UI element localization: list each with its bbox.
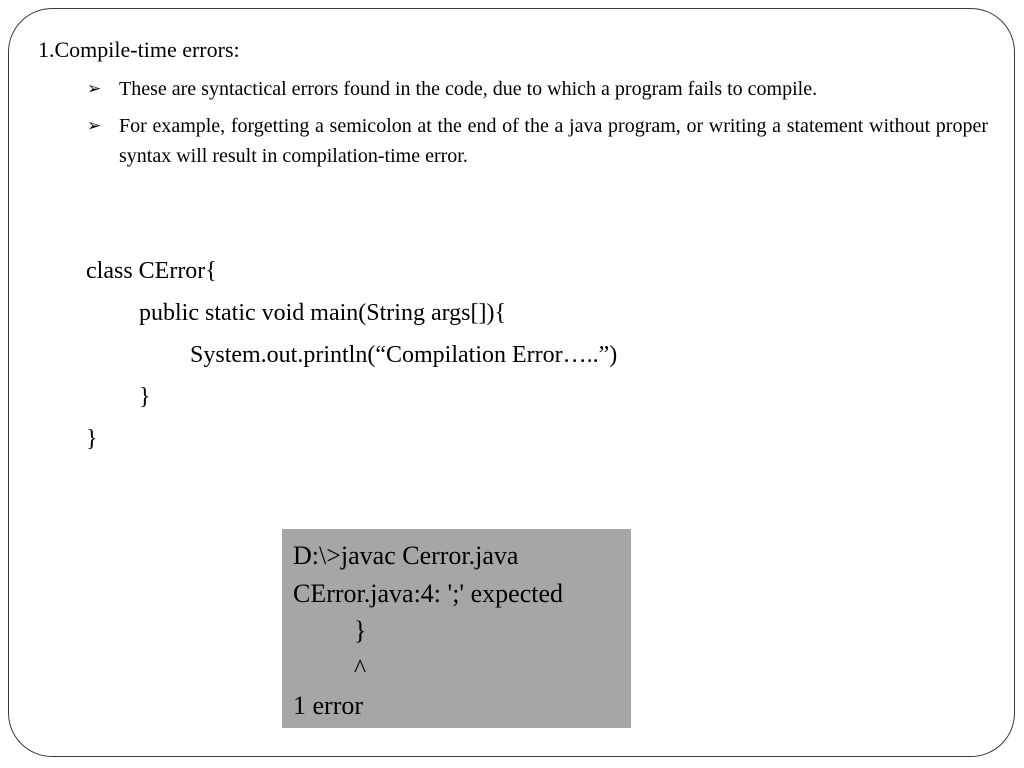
- code-line-main-method: public static void main(String args[]){: [139, 300, 507, 326]
- code-line-class-close: }: [86, 426, 98, 452]
- bullet-list: [86, 74, 988, 178]
- terminal-error-caret: ^: [354, 653, 367, 683]
- bullet-text: These are syntactical errors found in the code, due to which a program fails to compile.: [119, 78, 818, 100]
- section-heading: 1.Compile-time errors:: [38, 37, 240, 62]
- code-line-method-close: }: [139, 384, 151, 410]
- compiler-output-box: [282, 529, 631, 728]
- arrow-bullet-icon: ➢: [87, 79, 102, 98]
- terminal-error-source: }: [354, 616, 367, 645]
- bullet-item-example: [86, 111, 988, 171]
- bullet-item-syntax-errors: [86, 74, 988, 104]
- arrow-bullet-icon: ➢: [87, 116, 102, 135]
- code-line-println: System.out.println(“Compilation Error…..”): [190, 342, 618, 368]
- bullet-text: For example, forgetting a semicolon at the end of the a java program, or writing a statement without proper syntax will result in compilation-time error.: [119, 115, 988, 167]
- code-line-class-declaration: class CError{: [86, 258, 217, 284]
- terminal-error-count: 1 error: [293, 691, 364, 720]
- terminal-error-message: CError.java:4: ';' expected: [293, 578, 563, 608]
- terminal-command-line: D:\>javac Cerror.java: [293, 541, 519, 570]
- code-example: [86, 250, 617, 460]
